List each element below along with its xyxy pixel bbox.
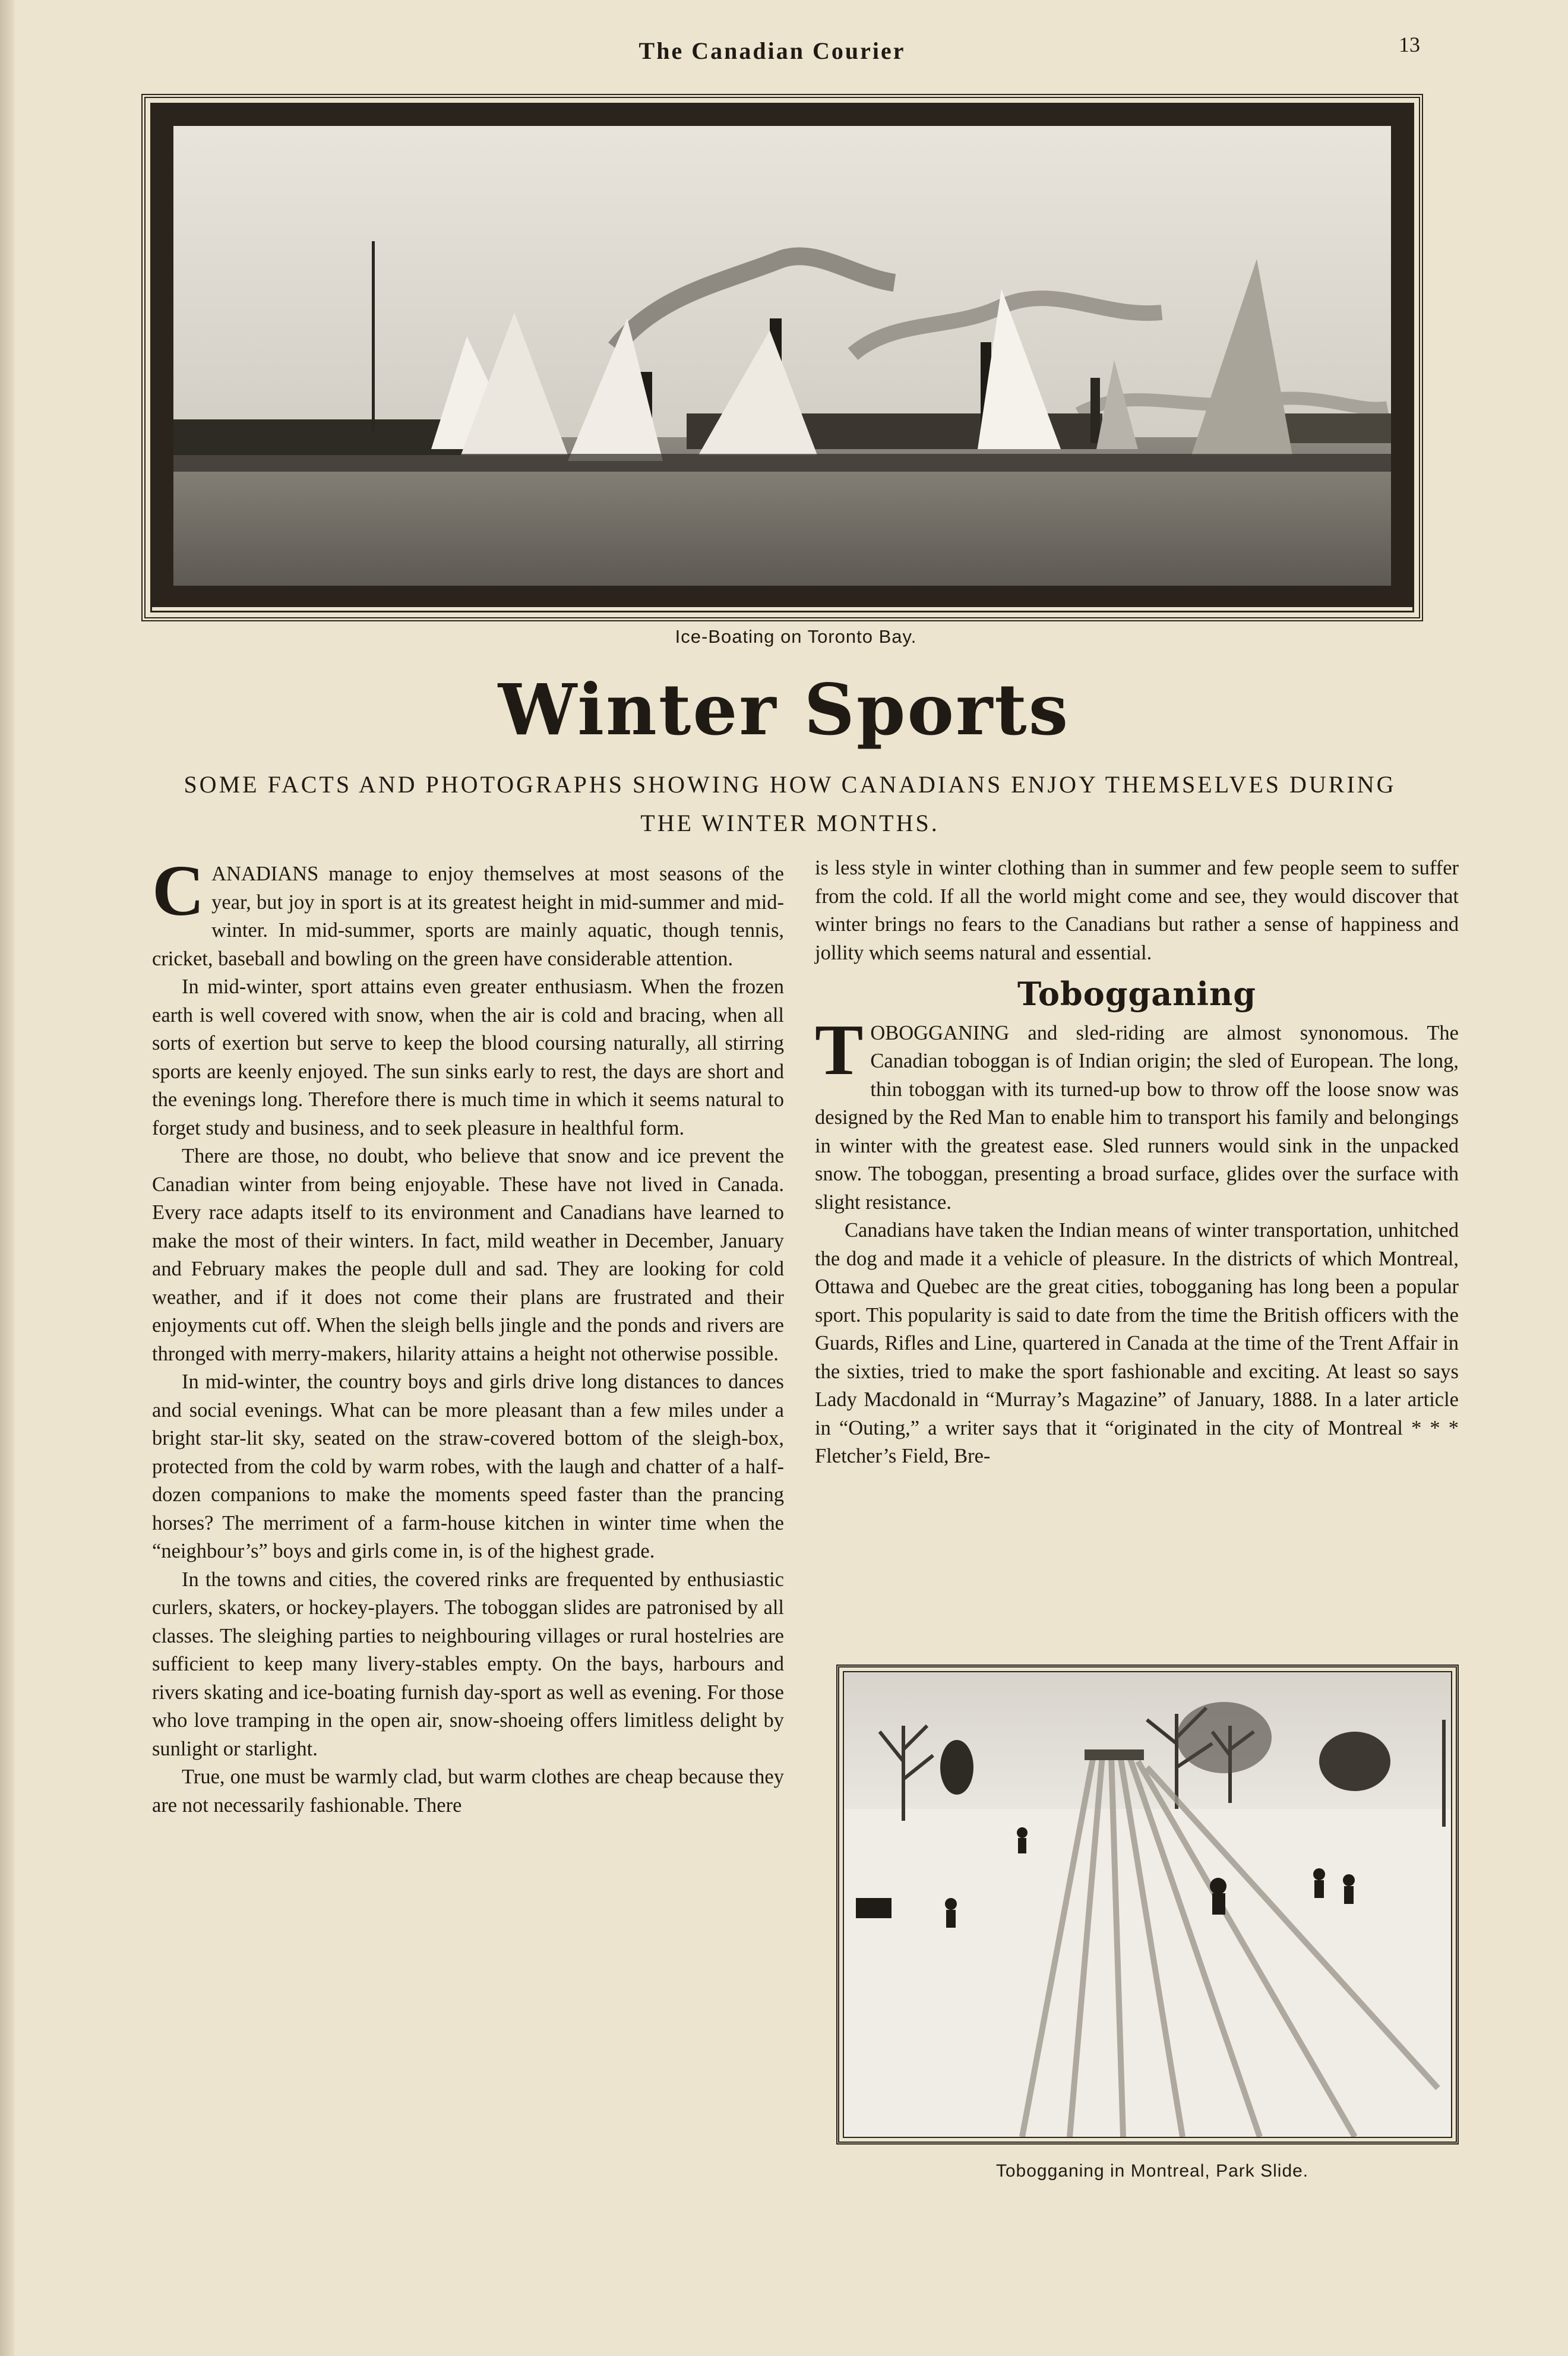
article-subtitle: SOME FACTS AND PHOTOGRAPHS SHOWING HOW CANADIANS ENJOY THEMSELVES DURING THE WINTER MONTHS. — [184, 771, 1396, 836]
tobogganing-intro-text: OBOGGANING and sled-riding are almost synonomous. The Canadian toboggan is of Indian origin; the sled of European. The long, thin toboggan with its turned-up bow to throw off the loose snow was designed by the Red Man to enable him to transport his family and belongings in winter with the greatest ease. Sled runners would sink in the unpacked snow. The toboggan, presenting a broad surface, glides over the surface with slight resistance. — [815, 1021, 1459, 1214]
toboggan-slide-photo — [844, 1672, 1451, 2137]
tobogganing-intro-paragraph — [815, 1009, 1459, 1217]
paragraph: In mid-winter, sport attains even greater enthusiasm. When the frozen earth is well covered with snow, when the air is cold and bracing, when all sorts of exertion but serve to keep the blood coursing naturally, all stirring sports are keenly enjoyed. The sun sinks early to rest, the days are short and the evenings long. Therefore there is much time in which it seems natural to forget study and business, and to seek pleasure in healthful form. — [152, 975, 784, 1139]
top-photo-caption: Ice-Boating on Toronto Bay. — [675, 626, 917, 647]
page-gutter-shadow — [0, 0, 14, 2356]
article-title: Winter Sports — [498, 668, 1070, 751]
continuation-paragraph: is less style in winter clothing than in summer and few people seem to suffer from the cold. If all the world might come and see, they would discover that winter brings no fears to the Canadians but rather a sense of happiness and jollity which seems natural and essential. — [815, 857, 1459, 964]
paragraph: There are those, no doubt, who believe that snow and ice prevent the Canadian winter from being enjoyable. These have not lived in Canada. Every race adapts itself to its environment and Canadians have learned to make the most of their winters. In fact, mild weather in December, January and February makes the people dull and sad. They are looking for cold weather, and if it does not come their plans are frustrated and their enjoyments cut off. When the sleigh bells jingle and the ponds and rivers are thronged with merry-makers, hilarity attains a height not otherwise possible. — [152, 1145, 784, 1365]
left-column — [152, 851, 784, 1820]
intro-paragraph — [152, 851, 784, 973]
intro-dropcap: C — [152, 851, 205, 931]
paragraph: In mid-winter, the country boys and girls drive long distances to dances and social evenings. What can be more pleasant than a few miles under a bright star-lit sky, seated on the straw-covered bottom of the sleigh-box, protected from the cold by warm robes, with the laugh and chatter of a half-dozen companions to make the moments speed faster than the prancing horses? The merriment of a farm-house kitchen in winter time when the “neighbour’s” boys and girls come in, is of the highest grade. — [152, 1370, 784, 1562]
paragraph: In the towns and cities, the covered rinks are frequented by enthusiastic curlers, skaters, or hockey-players. The toboggan slides are patronised by all classes. The sleighing parties to neighbouring villages or rural hostelries are sufficient to keep many livery-stables empty. On the bays, harbours and rivers skating and ice-boating furnish day-sport as well as evening. For those who love tramping in the open air, snow-shoeing offers limitless delight by sunlight or starlight. — [152, 1568, 784, 1760]
intro-text: ANADIANS manage to enjoy themselves at most seasons of the year, but joy in sport is at its greatest height in mid-summer and mid-winter. In mid-summer, sports are mainly aquatic, though tennis, cricket, baseball and bowling on the green have considerable attention. — [152, 863, 784, 970]
photo-frame-ice-boating — [141, 94, 1423, 621]
section-title-tobogganing: Tobogganing — [1017, 975, 1257, 1013]
paragraph: True, one must be warmly clad, but warm clothes are cheap because they are not necessarily fashionable. There — [152, 1766, 784, 1817]
photo-frame-toboggan-slide — [836, 1665, 1459, 2145]
bottom-photo-caption: Tobogganing in Montreal, Park Slide. — [995, 2161, 1309, 2181]
ice-boating-photo — [152, 105, 1412, 607]
page-number: 13 — [1399, 33, 1420, 56]
running-title: The Canadian Courier — [638, 37, 906, 64]
right-column — [815, 854, 1459, 1471]
section-dropcap: T — [815, 1009, 864, 1090]
paragraph: Canadians have taken the Indian means of winter transportation, unhitched the dog and made it a vehicle of pleasure. In the districts of which Montreal, Ottawa and Quebec are the great cities, tobogganing has long been a popular sport. This popularity is said to date from the time the British officers with the Guards, Rifles and Line, quartered in Canada at the time of the Trent Affair in the sixties, tried to make the sport fashionable and exciting. At least so says Lady Macdonald in “Murray’s Magazine” of January, 1888. In a later article in “Outing,” a writer says that it “originated in the city of Montreal * * * Fletcher’s Field, Bre- — [815, 1219, 1459, 1467]
